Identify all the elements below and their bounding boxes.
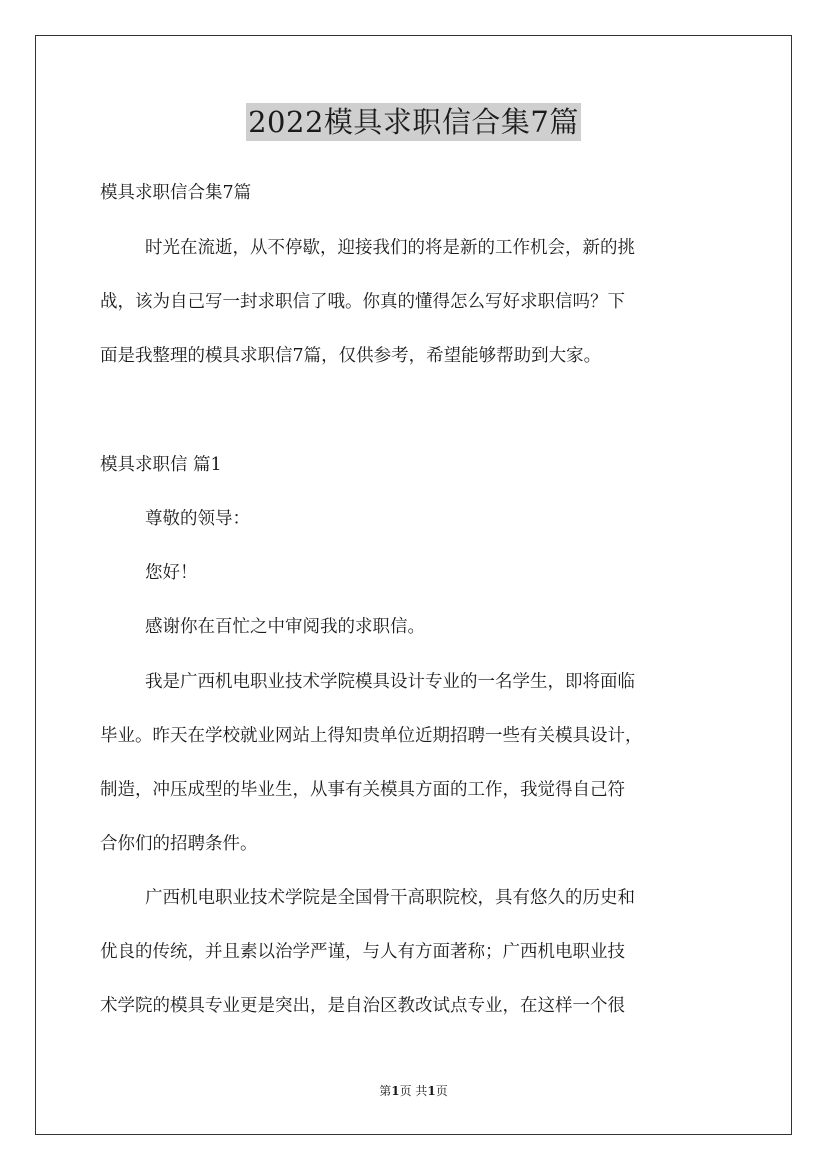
salutation: 尊敬的领导： bbox=[145, 509, 250, 529]
footer-page-current: 1 bbox=[391, 1084, 400, 1098]
intro-line-3: 面是我整理的模具求职信7篇，仅供参考，希望能够帮助到大家。 bbox=[100, 346, 602, 366]
document-subtitle: 模具求职信合集7篇 bbox=[100, 183, 252, 203]
para1-line-3: 制造，冲压成型的毕业生，从事有关模具方面的工作，我觉得自己符 bbox=[100, 780, 625, 800]
para1-line-2: 毕业。昨天在学校就业网站上得知贵单位近期招聘一些有关模具设计， bbox=[100, 726, 643, 746]
para2-line-2: 优良的传统，并且素以治学严谨，与人有方面著称；广西机电职业技 bbox=[100, 942, 625, 962]
footer-suffix: 页 bbox=[435, 1084, 448, 1098]
title-area bbox=[0, 103, 827, 141]
para2-line-3: 术学院的模具专业更是突出，是自治区教改试点专业，在这样一个很 bbox=[100, 996, 625, 1016]
footer-mid: 页 共 bbox=[399, 1084, 428, 1098]
thanks-line: 感谢你在百忙之中审阅我的求职信。 bbox=[145, 617, 425, 637]
para2-line-1: 广西机电职业技术学院是全国骨干高职院校，具有悠久的历史和 bbox=[145, 888, 635, 908]
page-footer bbox=[0, 1083, 827, 1099]
intro-line-1: 时光在流逝，从不停歇，迎接我们的将是新的工作机会，新的挑 bbox=[145, 238, 635, 258]
greeting: 您好！ bbox=[145, 563, 198, 583]
footer-page-total: 1 bbox=[427, 1084, 436, 1098]
para1-line-4: 合你们的招聘条件。 bbox=[100, 834, 258, 854]
document-title: 2022模具求职信合集7篇 bbox=[248, 105, 579, 139]
intro-line-2: 战，该为自己写一封求职信了哦。你真的懂得怎么写好求职信吗？下 bbox=[100, 292, 625, 312]
section-heading: 模具求职信 篇1 bbox=[100, 455, 222, 475]
footer-prefix: 第 bbox=[379, 1084, 392, 1098]
para1-line-1: 我是广西机电职业技术学院模具设计专业的一名学生，即将面临 bbox=[145, 672, 635, 692]
